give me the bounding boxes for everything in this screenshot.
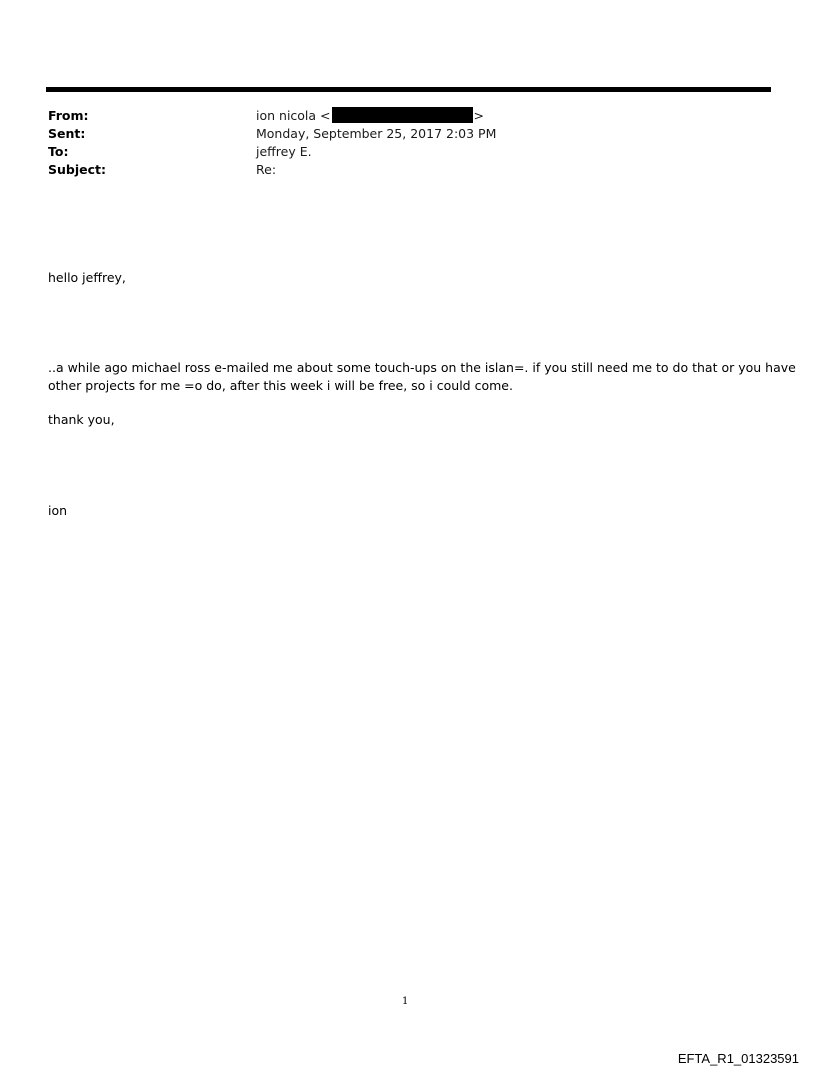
- subject-label: Subject:: [48, 162, 106, 177]
- page-number: 1: [402, 996, 409, 1007]
- redaction-block: [332, 107, 473, 123]
- to-row: [48, 143, 768, 161]
- from-value: [256, 107, 484, 125]
- subject-row: [48, 161, 768, 179]
- email-signature: ion: [48, 503, 68, 518]
- email-paragraph-line-1: ..a while ago michael ross e-mailed me about some touch-ups on the islan=. if you still need me to do that or you have: [48, 360, 796, 375]
- from-label: From:: [48, 108, 89, 123]
- header-divider: [46, 87, 771, 92]
- from-name: ion nicola <: [256, 108, 331, 123]
- sent-label: Sent:: [48, 126, 86, 141]
- document-id: EFTA_R1_01323591: [677, 1051, 799, 1066]
- sent-value: Monday, September 25, 2017 2:03 PM: [256, 126, 497, 141]
- email-greeting: hello jeffrey,: [48, 270, 126, 285]
- from-suffix: >: [473, 108, 484, 123]
- subject-value: Re:: [256, 162, 277, 177]
- from-row: [48, 107, 768, 125]
- email-paragraph-line-2: other projects for me =o do, after this week i will be free, so i could come.: [48, 378, 513, 393]
- to-value: jeffrey E.: [256, 144, 312, 159]
- email-closing: thank you,: [48, 412, 115, 427]
- sent-row: [48, 125, 768, 143]
- to-label: To:: [48, 144, 69, 159]
